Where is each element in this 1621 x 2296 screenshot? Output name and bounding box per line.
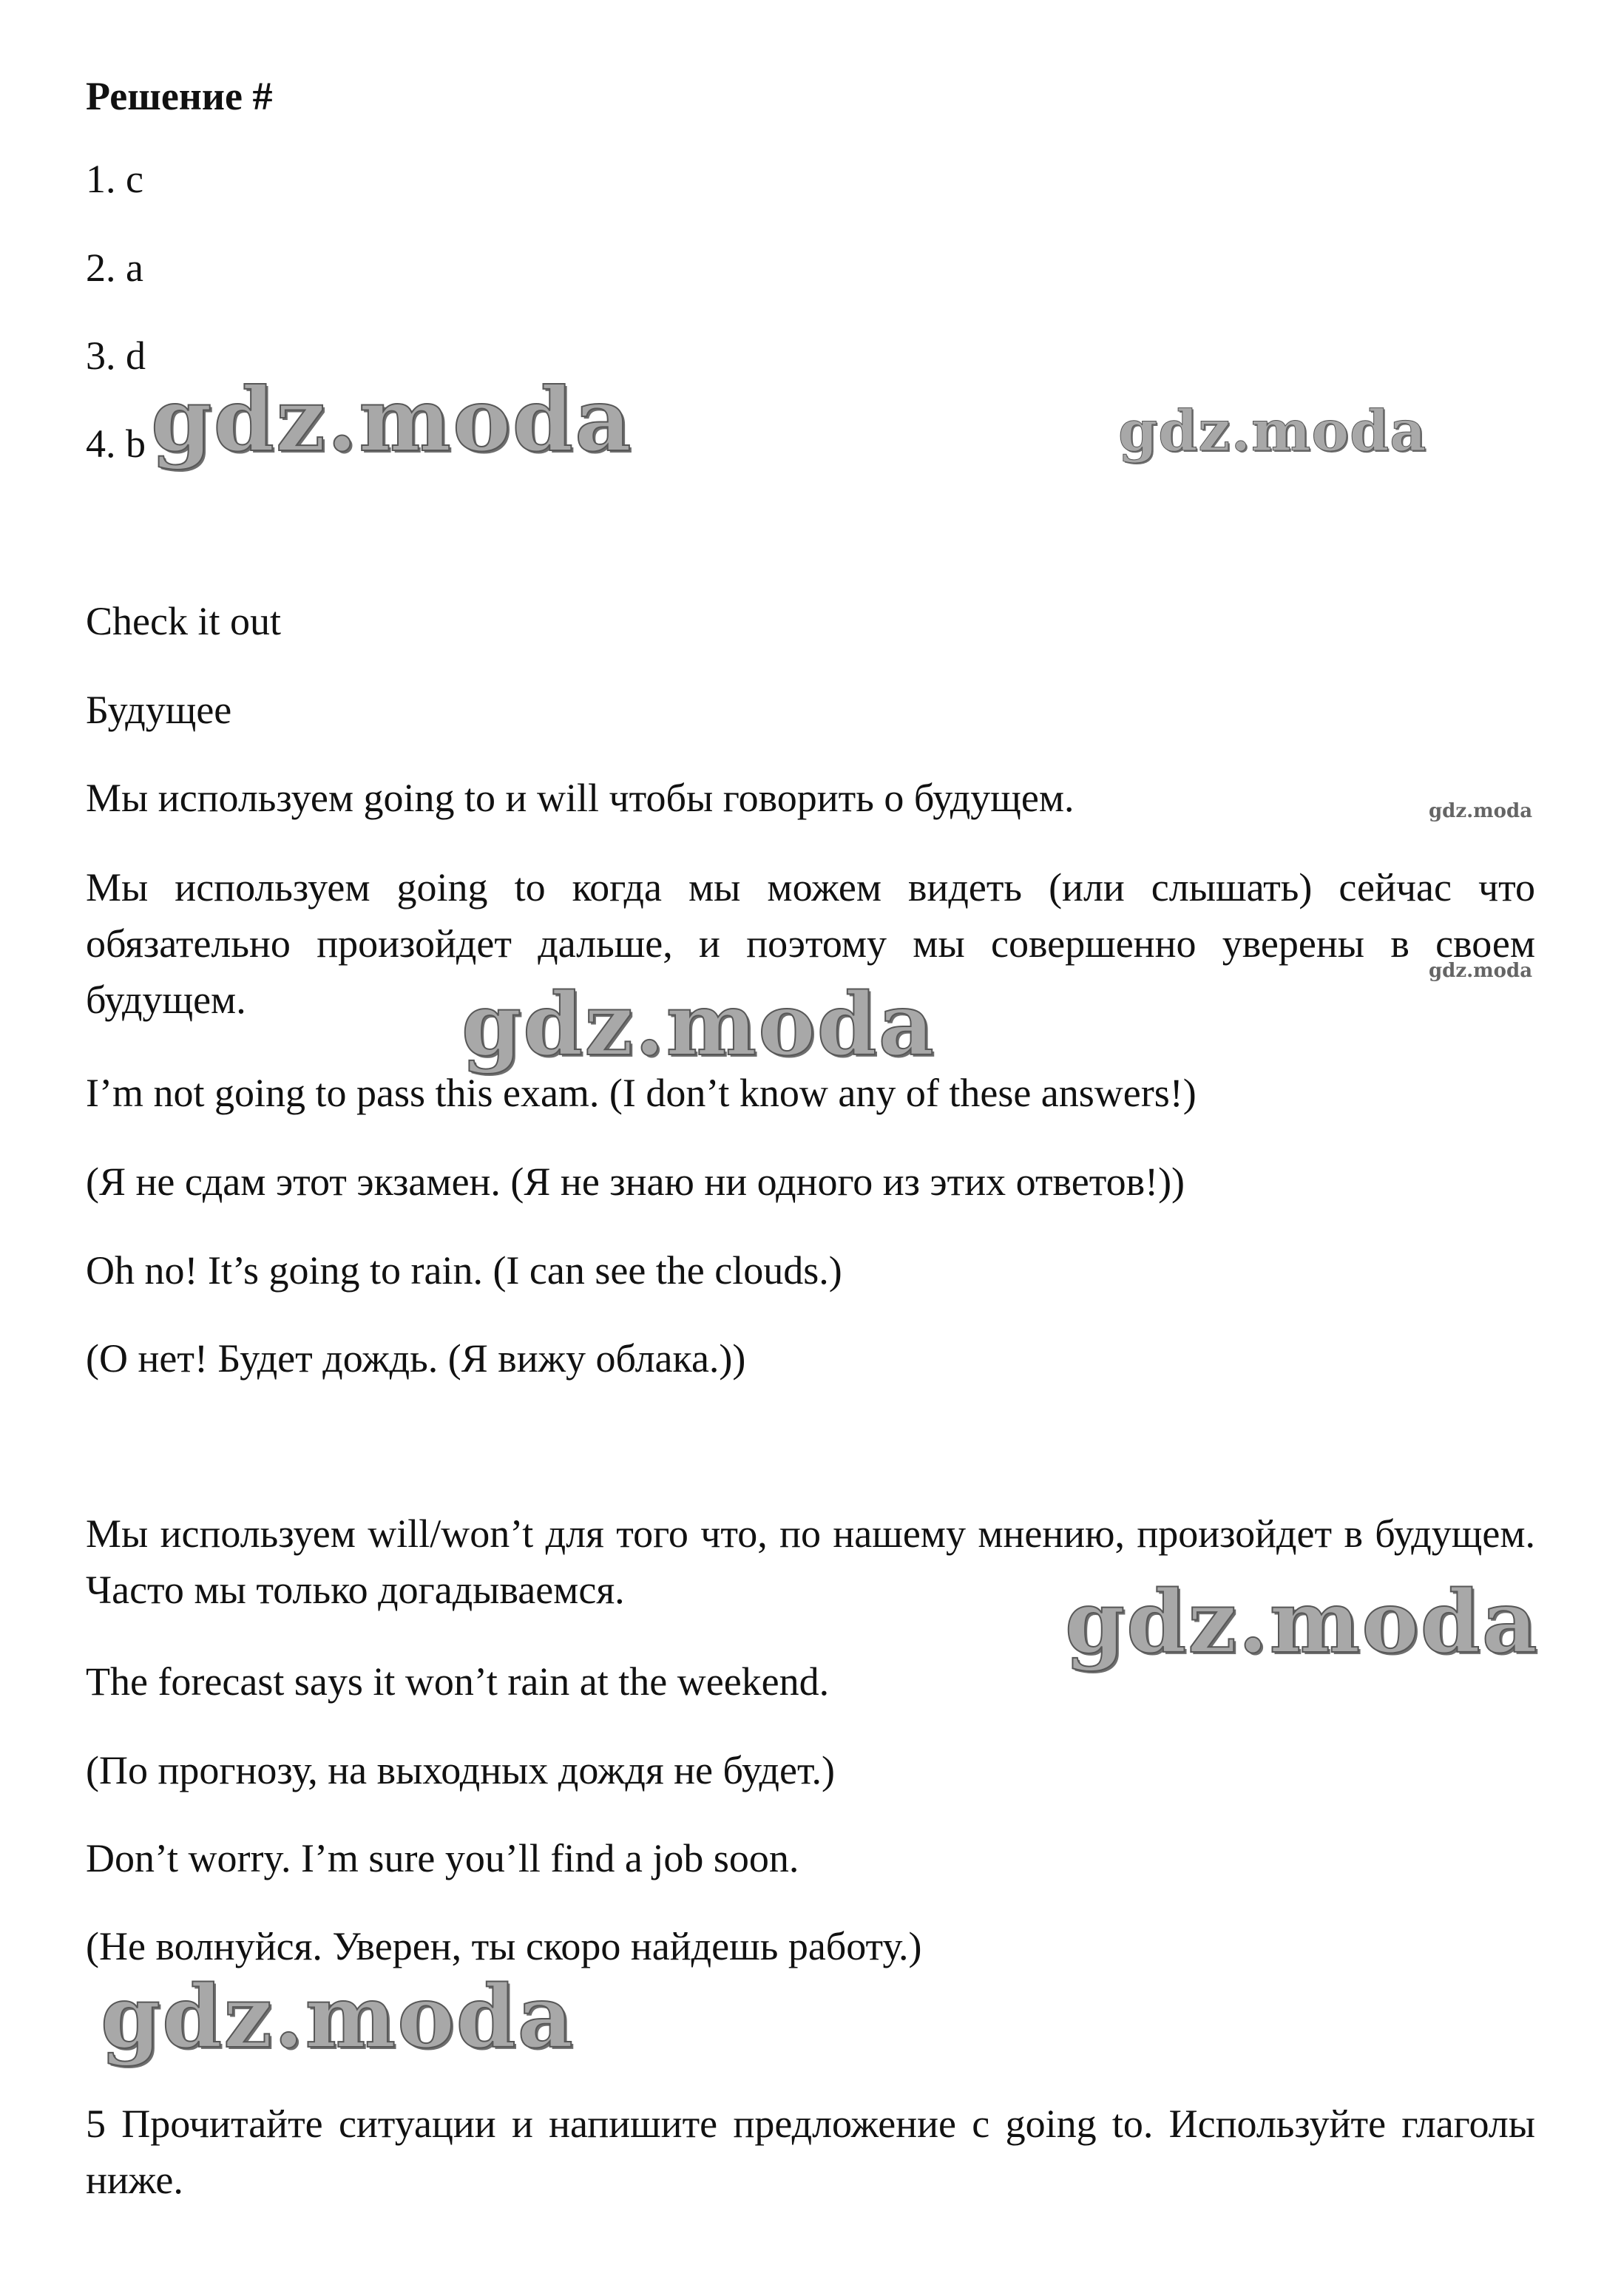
solution-heading: Решение # [86, 74, 273, 118]
watermark: gdz.moda [1065, 1572, 1539, 1673]
answer-item: 3. d [86, 333, 146, 378]
will-rule: Мы используем will/won’t для того что, по нашему мнению, произойдет в будущем. Часто мы только догадываемся. [86, 1511, 1535, 1612]
example-translation: (О нет! Будет дождь. (Я вижу облака.)) [86, 1336, 746, 1381]
example-sentence: Oh no! It’s going to rain. (I can see the clouds.) [86, 1248, 842, 1293]
watermark: gdz.moda [151, 368, 633, 471]
example-sentence: Don’t worry. I’m sure you’ll find a job soon. [86, 1836, 799, 1880]
going-to-rule: Мы используем going to когда мы можем видеть (или слышать) сейчас что обязательно произойдет дальше, и поэтому мы совершенно уверены в своем будущем. [86, 865, 1535, 1022]
answer-item: 2. a [86, 245, 143, 290]
answer-item: 4. b [86, 421, 146, 466]
example-translation: (Я не сдам этот экзамен. (Я не знаю ни одного из этих ответов!)) [86, 1159, 1185, 1204]
watermark: gdz.moda [101, 1967, 575, 2068]
example-translation: (По прогнозу, на выходных дождя не будет.) [86, 1748, 836, 1792]
example-sentence: I’m not going to pass this exam. (I don’t know any of these answers!) [86, 1071, 1197, 1115]
example-sentence: The forecast says it won’t rain at the weekend. [86, 1659, 830, 1704]
intro-text: Мы используем going to и will чтобы говорить о будущем. [86, 776, 1075, 820]
watermark: gdz.moda [1429, 960, 1533, 982]
section-title: Check it out [86, 599, 281, 643]
watermark: gdz.moda [461, 975, 935, 1075]
topic-title: Будущее [86, 688, 232, 732]
watermark: gdz.moda [1429, 800, 1533, 822]
exercise-instruction: 5 Прочитайте ситуации и напишите предложение с going to. Используйте глаголы ниже. [86, 2102, 1535, 2202]
answer-item: 1. c [86, 157, 143, 201]
watermark: gdz.moda [1118, 398, 1427, 464]
example-translation: (Не волнуйся. Уверен, ты скоро найдешь работу.) [86, 1924, 922, 1968]
